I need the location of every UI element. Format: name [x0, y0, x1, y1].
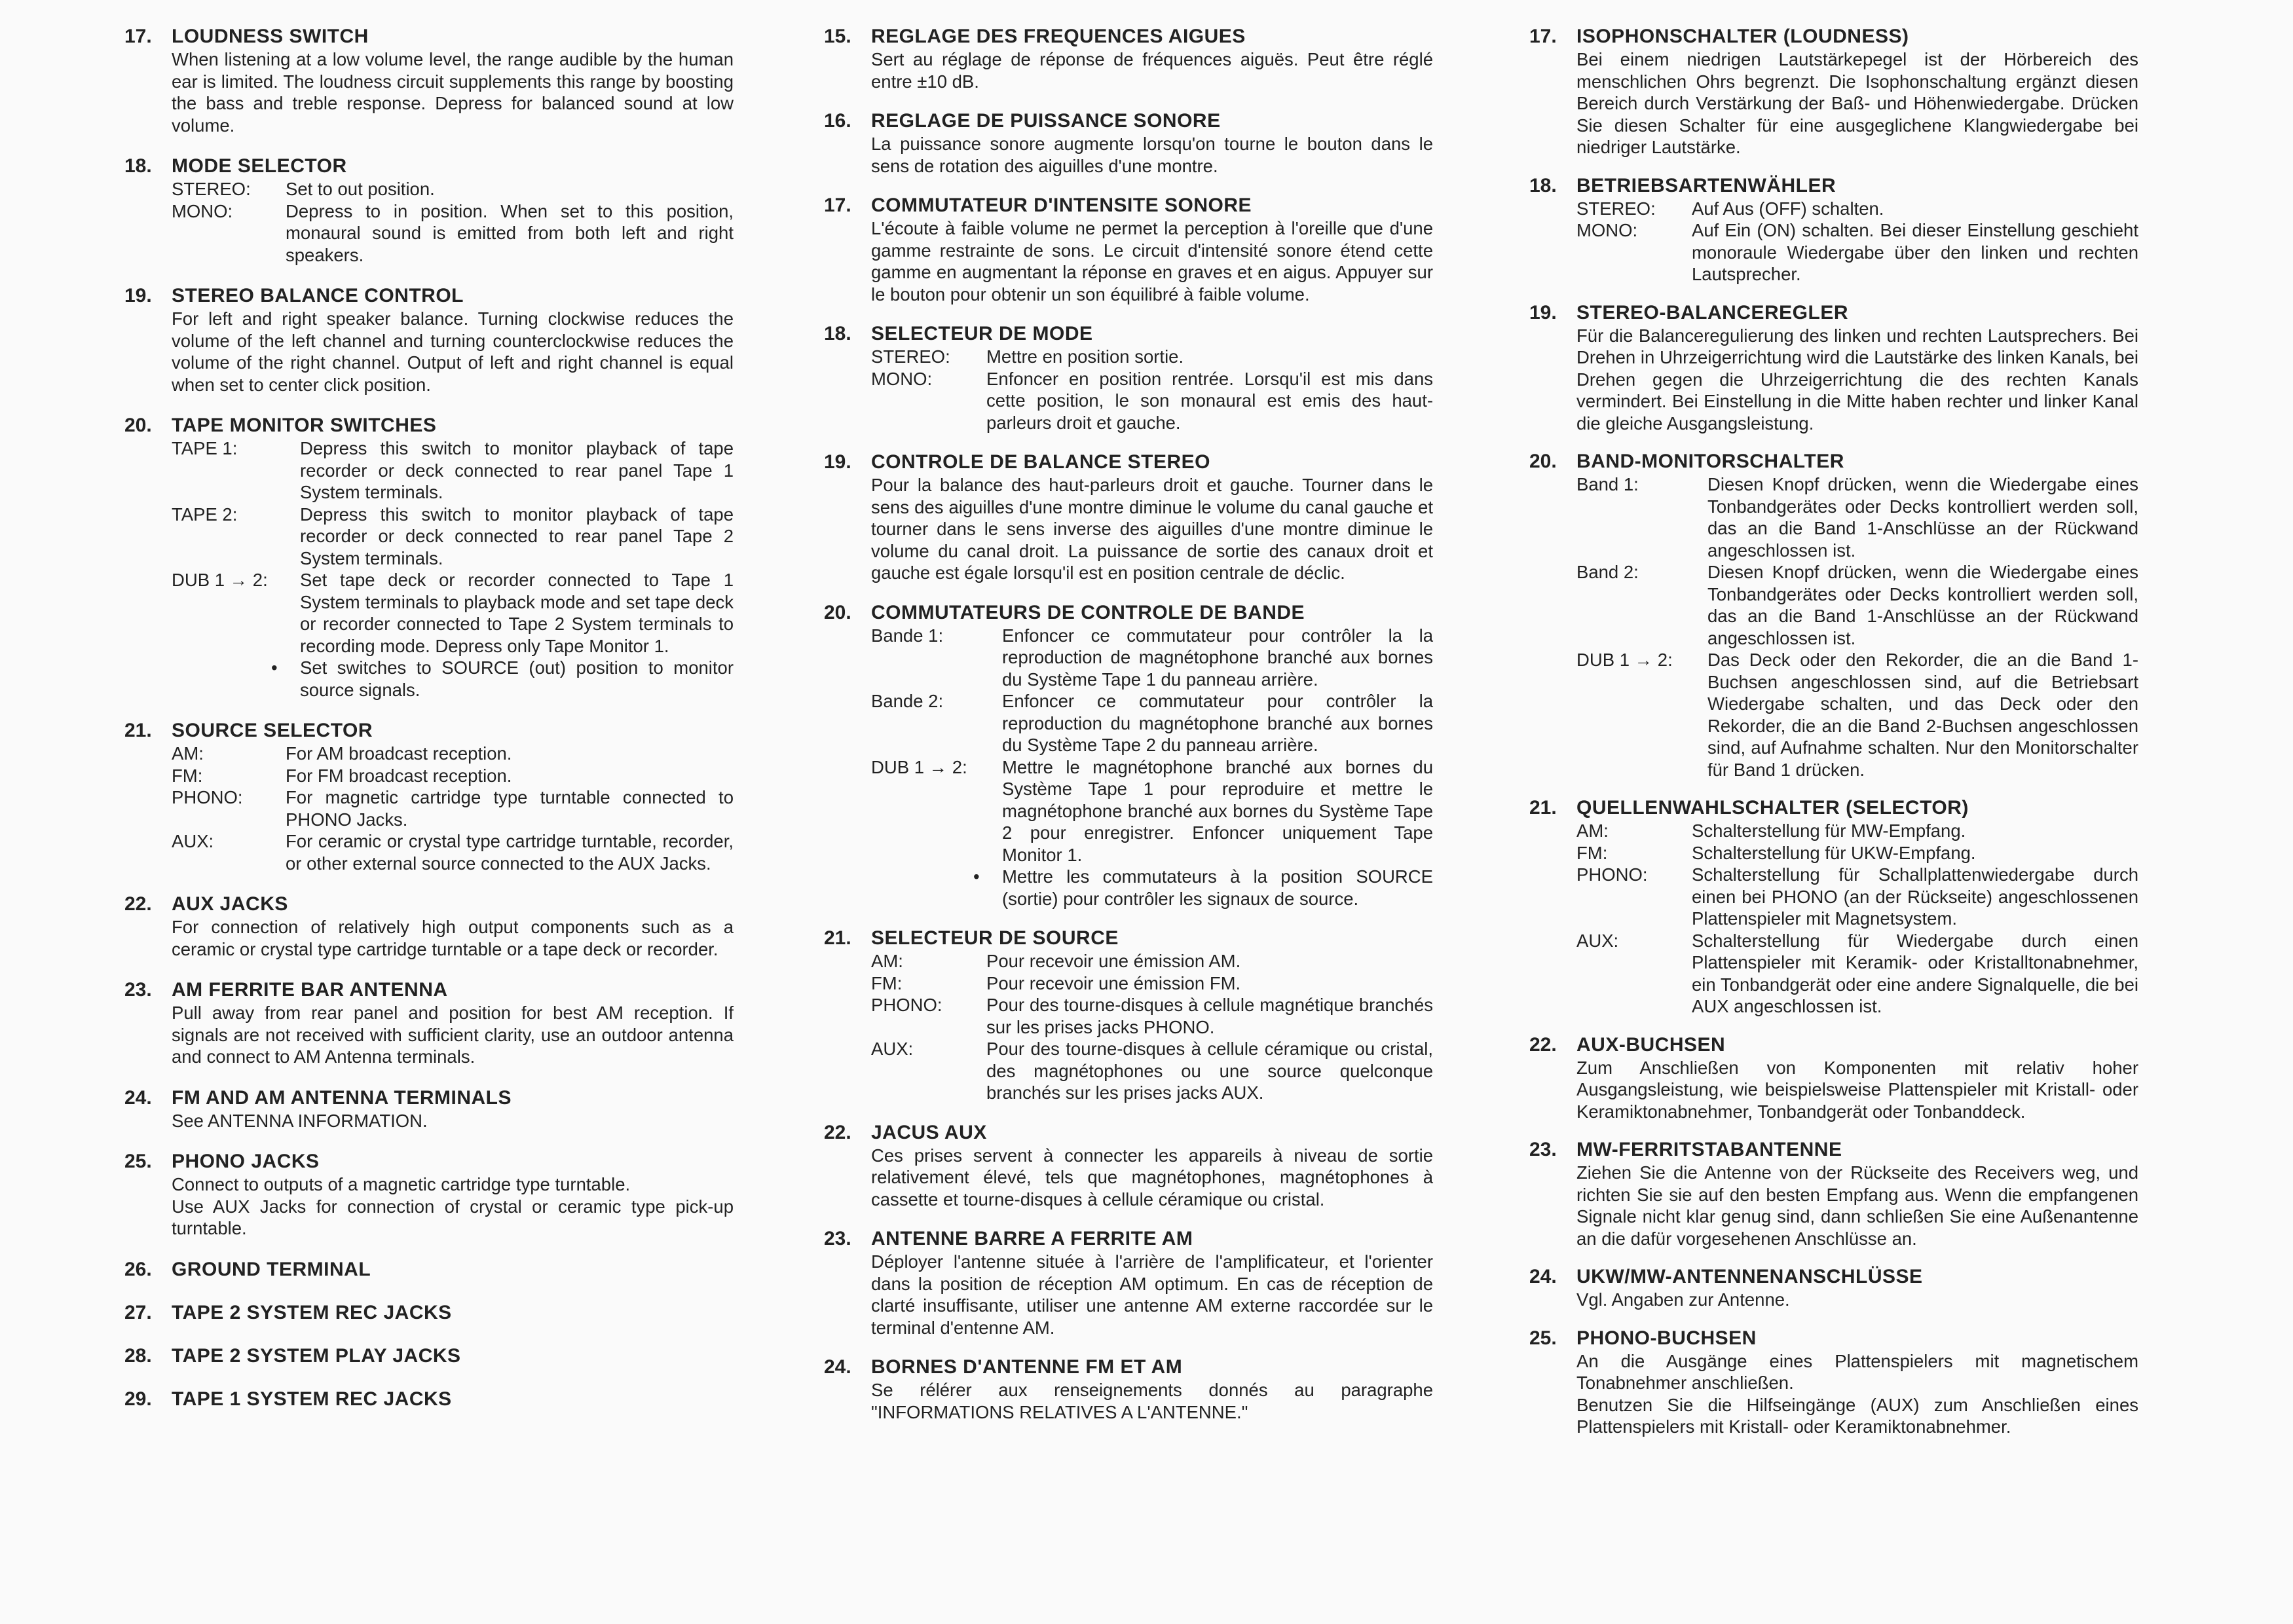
definition-row [172, 743, 734, 765]
definition-row [1576, 473, 2138, 561]
section-title: TAPE 2 SYSTEM PLAY JACKS [172, 1344, 461, 1367]
section-quellenwahlschalter [1529, 796, 2138, 1018]
section-body: Pull away from rear panel and position for best AM reception. If signals are not received with sufficient clarity, use an outdoor antenna and connect to AM Antenna terminals. [172, 1003, 734, 1067]
section-loudness-switch [124, 25, 734, 136]
definition-desc: Diesen Knopf drücken, wenn die Wiedergabe eines Tonbandgerätes oder Decks kontrolliert werden soll, das an die Band 1-Anschlüsse an der Rückwand angeschlossen ist. [1707, 474, 2138, 561]
definition-term: Band 2: [1576, 562, 1639, 582]
section-tape-monitor-switches [124, 414, 734, 701]
definition-row [871, 994, 1433, 1038]
section-fm-am-antenna-terminals [124, 1086, 734, 1132]
section-source-selector [124, 719, 734, 874]
section-body: For connection of relatively high output components such as a ceramic or crystal type cartridge turntable or a tape deck or recorder. [172, 917, 734, 959]
section-title: MW-FERRITSTABANTENNE [1576, 1139, 1842, 1160]
definition-desc: For ceramic or crystal type cartridge turntable, recorder, or other external source connected to the AUX Jacks. [286, 831, 734, 874]
section-title: BAND-MONITORSCHALTER [1576, 451, 1844, 472]
definition-row [871, 950, 1433, 972]
section-title: STEREO-BALANCEREGLER [1576, 301, 1849, 323]
section-number: 17. [124, 26, 152, 47]
section-reglage-puissance [824, 109, 1433, 177]
definition-row [1576, 561, 2138, 649]
definition-row [172, 178, 734, 200]
section-title: PHONO JACKS [172, 1151, 320, 1172]
section-title: REGLAGE DE PUISSANCE SONORE [871, 110, 1221, 132]
section-number: 24. [1529, 1266, 1557, 1287]
section-title: TAPE MONITOR SWITCHES [172, 415, 437, 436]
section-controle-bande [824, 601, 1433, 910]
column-french [824, 25, 1433, 1423]
section-title: COMMUTATEUR D'INTENSITE SONORE [871, 194, 1252, 216]
definition-term: MONO: [871, 368, 933, 389]
section-aux-buchsen [1529, 1033, 2138, 1123]
section-title: AUX JACKS [172, 893, 288, 915]
section-title: ANTENNE BARRE A FERRITE AM [871, 1228, 1193, 1249]
definition-term: FM: [172, 765, 203, 786]
definition-desc: Auf Ein (ON) schalten. Bei dieser Einstellung geschieht monoraule Wiedergabe über den linken und rechten Lautsprecher. [1692, 220, 2138, 284]
section-body-extra: Use AUX Jacks for connection of crystal or ceramic type pick-up turntable. [172, 1196, 734, 1238]
section-body: Déployer l'antenne située à l'arrière de l'amplificateur, et l'orienter dans la position de réception AM optimum. En cas de réception de clarté insuffisante, utiliser une antenne AM externe raccordée sur le terminal d'entenne AM. [871, 1251, 1433, 1338]
definition-desc: Pour recevoir une émission FM. [986, 972, 1241, 993]
definition-desc: Das Deck oder den Rekorder, die an die Band 1-Buchsen angeschlossen sind, auf die Betriebsart Wiedergabe schalten, und das Deck oder den Rekorder, die an die Band 2-Buchsen angeschlossen sind, auf Aufnahme schalten. Nur den Monitorschalter für Band 1 drücken. [1707, 650, 2138, 780]
column-german [1529, 25, 2138, 1438]
definition-term: FM: [871, 972, 903, 993]
definition-term: DUB 1 → 2: [1576, 650, 1673, 670]
definition-row [172, 786, 734, 830]
definition-desc: Mettre en position sortie. [986, 346, 1184, 367]
section-body-extra: Benutzen Sie die Hilfseingänge (AUX) zum Anschließen eines Plattenspielers mit Kristall- oder Keramiktonabnehmer. [1576, 1394, 2138, 1437]
definition-desc: Depress this switch to monitor playback of tape recorder or deck connected to rear panel Tape 2 System terminals. [300, 504, 734, 568]
section-body: L'écoute à faible volume ne permet la perception à l'oreille que d'une gamme restrainte de sons. Le circuit d'intensité sonore étend cette gamme en augmentant la réponse en graves et en aigus. Appuyer sur le bouton pour obtenir un son équilibré à faible volume. [871, 218, 1433, 304]
definition-term: AUX: [871, 1039, 914, 1059]
definition-term: DUB 1 → 2: [172, 570, 268, 590]
section-stereo-balance-control [124, 284, 734, 396]
section-number: 18. [1529, 174, 1557, 196]
section-bornes-antenne [824, 1356, 1433, 1423]
definition-term: Band 1: [1576, 474, 1639, 494]
section-title: SOURCE SELECTOR [172, 720, 373, 741]
section-number: 23. [824, 1228, 851, 1249]
definition-term: AUX: [172, 831, 214, 851]
section-number: 20. [124, 415, 152, 436]
definition-desc: Mettre le magnétophone branché aux bornes du Système Tape 1 pour reproduire et mettre le magnétophone branché aux bornes du Système Tape 2 pour enregistrer. Enfoncer uniquement Tape Monitor 1. [1002, 756, 1433, 865]
section-body: When listening at a low volume level, the range audible by the human ear is limited. The loudness circuit supplements this range by boosting the bass and treble response. Depress for balanced sound at low volume. [172, 49, 734, 136]
section-body: Sert au réglage de réponse de fréquences aiguës. Peut être réglé entre ±10 dB. [871, 49, 1433, 92]
definition-row [871, 690, 1433, 756]
section-title: COMMUTATEURS DE CONTROLE DE BANDE [871, 601, 1305, 623]
section-number: 19. [124, 285, 152, 306]
definition-term: FM: [1576, 842, 1608, 863]
section-number: 18. [124, 155, 152, 177]
section-number: 25. [1529, 1327, 1557, 1349]
section-body: See ANTENNA INFORMATION. [172, 1110, 428, 1131]
section-phono-buchsen [1529, 1327, 2138, 1438]
section-tape2-rec-jacks [124, 1301, 734, 1325]
section-body: Connect to outputs of a magnetic cartridge type turntable. [172, 1174, 631, 1194]
definition-row [871, 346, 1433, 368]
definition-desc: Depress this switch to monitor playback of tape recorder or deck connected to rear panel Tape 1 System terminals. [300, 438, 734, 502]
section-intensite-sonore [824, 194, 1433, 305]
section-isophonschalter [1529, 25, 2138, 158]
definition-row [172, 765, 734, 787]
definition-term: DUB 1 → 2: [871, 756, 967, 777]
definition-row [1576, 219, 2138, 286]
section-tape2-play-jacks [124, 1344, 734, 1368]
definition-desc: For AM broadcast reception. [286, 743, 512, 764]
section-number: 23. [1529, 1139, 1557, 1160]
definition-desc: Schalterstellung für MW-Empfang. [1692, 821, 1966, 841]
definition-desc: For magnetic cartridge type turntable connected to PHONO Jacks. [286, 787, 734, 830]
definition-desc: For FM broadcast reception. [286, 765, 512, 786]
section-aux-jacks [124, 893, 734, 960]
section-title: REGLAGE DES FREQUENCES AIGUES [871, 26, 1246, 47]
definition-term: MONO: [1576, 220, 1638, 240]
section-selecteur-mode [824, 322, 1433, 434]
section-phono-jacks [124, 1150, 734, 1240]
definition-term: PHONO: [871, 995, 942, 1015]
definition-desc: Depress to in position. When set to this position, monaural sound is emitted from both left and right speakers. [286, 200, 734, 265]
definition-desc: Pour des tourne-disques à cellule magnétique branchés sur les prises jacks PHONO. [986, 995, 1433, 1037]
section-body: Vgl. Angaben zur Antenne. [1576, 1289, 1790, 1310]
section-number: 19. [824, 451, 851, 473]
definition-row [172, 830, 734, 874]
section-title: STEREO BALANCE CONTROL [172, 285, 464, 306]
definition-desc: Set tape deck or recorder connected to Tape 1 System terminals to playback mode and set tape deck or recorder connected to Tape 2 System terminals to recording mode. Depress only Tape Monitor 1. [300, 570, 734, 656]
section-number: 24. [124, 1086, 152, 1109]
section-am-ferrite-bar-antenna [124, 978, 734, 1068]
section-title: QUELLENWAHLSCHALTER (SELECTOR) [1576, 797, 1969, 819]
definition-term: STEREO: [1576, 198, 1656, 219]
section-number: 21. [124, 720, 152, 741]
definition-row [871, 756, 1433, 866]
definition-desc: Schalterstellung für Schallplattenwiedergabe durch einen bei PHONO (an der Rückseite) angeschlossenen Plattenspieler mit Magnetsystem. [1692, 864, 2138, 929]
definition-row [871, 625, 1433, 691]
section-number: 22. [1529, 1033, 1557, 1056]
definition-desc: Enfoncer en position rentrée. Lorsqu'il est mis dans cette position, le son monaural est emis des haut-parleurs droit et gauche. [986, 368, 1433, 433]
section-title: AUX-BUCHSEN [1576, 1033, 1726, 1056]
definition-term: AM: [1576, 821, 1609, 841]
section-title: SELECTEUR DE SOURCE [871, 927, 1119, 949]
section-body: An die Ausgänge eines Plattenspielers mit magnetischem Tonabnehmer anschließen. [1576, 1350, 2138, 1393]
definition-row [172, 569, 734, 657]
section-number: 28. [124, 1344, 152, 1367]
definition-row [871, 368, 1433, 434]
section-body: La puissance sonore augmente lorsqu'on tourne le bouton dans le sens de rotation des aiguilles d'une montre. [871, 134, 1433, 176]
definition-term: STEREO: [172, 179, 251, 199]
section-number: 17. [824, 194, 851, 216]
section-title: PHONO-BUCHSEN [1576, 1327, 1757, 1349]
definition-row [1576, 842, 2138, 864]
section-number: 27. [124, 1301, 152, 1323]
definition-row [172, 504, 734, 570]
section-band-monitorschalter [1529, 450, 2138, 781]
section-number: 16. [824, 110, 851, 132]
definition-term: AM: [871, 951, 903, 971]
definition-term: STEREO: [871, 346, 950, 367]
section-antennenanschluesse [1529, 1265, 2138, 1311]
definition-row [172, 437, 734, 504]
definition-term: Bande 2: [871, 691, 944, 711]
section-balanceregler [1529, 301, 2138, 435]
section-antenne-ferrite [824, 1227, 1433, 1338]
column-english [124, 25, 734, 1411]
section-number: 21. [824, 927, 851, 949]
section-title: GROUND TERMINAL [172, 1258, 371, 1280]
definition-row [172, 200, 734, 267]
section-number: 20. [1529, 451, 1557, 472]
definition-row [1576, 198, 2138, 220]
section-body: Ces prises servent à connecter les appareils à niveau de sortie relativement élevé, tels que magnétophones, magnétophones à cassette et tourne-disques à cellule céramique ou cristal. [871, 1145, 1433, 1209]
definition-desc: Schalterstellung für UKW-Empfang. [1692, 842, 1976, 863]
section-title: FM AND AM ANTENNA TERMINALS [172, 1086, 512, 1109]
section-title: AM FERRITE BAR ANTENNA [172, 979, 448, 1001]
section-jacus-aux [824, 1121, 1433, 1211]
definition-row [1576, 930, 2138, 1018]
definition-row [1576, 820, 2138, 842]
definition-row [1576, 864, 2138, 930]
section-title: SELECTEUR DE MODE [871, 323, 1093, 344]
bullet-note: • Mettre les commutateurs à la position SOURCE (sortie) pour contrôler les signaux de source. [973, 866, 1433, 910]
definition-desc: Auf Aus (OFF) schalten. [1692, 198, 1884, 219]
section-number: 20. [824, 601, 851, 623]
section-selecteur-source [824, 927, 1433, 1104]
section-number: 25. [124, 1151, 152, 1172]
definition-desc: Diesen Knopf drücken, wenn die Wiedergabe eines Tonbandgerätes oder Decks kontrolliert werden soll, das an die Band 1-Anschlüsse an der Rückwand angeschlossen ist. [1707, 562, 2138, 648]
section-title: BETRIEBSARTENWÄHLER [1576, 174, 1836, 196]
section-body: Für die Balanceregulierung des linken und rechten Lautsprechers. Bei Drehen in Uhrzeigerrichtung wird die Lautstärke des linken Kanals, bei Drehen gegen die Uhrzeigerrichtung die des rechten Kanals vermindert. Bei Einstellung in die Mitte haben rechter und linker Kanal die gleiche Ausgangsleistung. [1576, 325, 2138, 434]
section-number: 15. [824, 26, 851, 47]
section-title: UKW/MW-ANTENNENANSCHLÜSSE [1576, 1266, 1923, 1287]
section-mw-ferritstabantenne [1529, 1138, 2138, 1249]
section-number: 23. [124, 979, 152, 1001]
section-ground-terminal [124, 1258, 734, 1282]
definition-desc: Pour des tourne-disques à cellule céramique ou cristal, des magnétophones ou une source quelconque branchés sur les prises jacks AUX. [986, 1039, 1433, 1103]
section-body: Pour la balance des haut-parleurs droit et gauche. Tourner dans le sens des aiguilles d'une montre diminue le volume du canal gauche et tourner dans le sens inverse des aiguilles d'une montre diminue le volume du canal droit. La puissance de sortie des canaux droit et gauche est égale lorsqu'il est en position centrale de déclic. [871, 475, 1433, 583]
definition-row [1576, 649, 2138, 781]
section-title: TAPE 2 SYSTEM REC JACKS [172, 1301, 452, 1323]
section-body: Se rélérer aux renseignements donnés au paragraphe "INFORMATIONS RELATIVES A L'ANTENNE." [871, 1380, 1433, 1422]
section-title: MODE SELECTOR [172, 155, 347, 177]
section-betriebsartenwaehler [1529, 174, 2138, 286]
section-number: 22. [124, 893, 152, 915]
section-number: 19. [1529, 301, 1557, 323]
definition-row [871, 1038, 1433, 1104]
section-title: LOUDNESS SWITCH [172, 26, 369, 47]
section-body: Ziehen Sie die Antenne von der Rückseite des Receivers weg, und richten Sie sie auf den besten Empfang aus. Wenn die empfangenen Signale nicht klar genug sind, dann schließen Sie eine Außenantenne an die dafür vorgesehenen Anschlüsse an. [1576, 1162, 2138, 1249]
section-number: 29. [124, 1388, 152, 1410]
section-number: 21. [1529, 797, 1557, 819]
definition-desc: Enfoncer ce commutateur pour contrôler la reproduction du magnétophone branché aux bornes du Système Tape 2 du panneau arrière. [1002, 691, 1433, 755]
section-title: ISOPHONSCHALTER (LOUDNESS) [1576, 26, 1909, 47]
definition-term: TAPE 2: [172, 504, 238, 525]
section-balance-stereo [824, 451, 1433, 584]
definition-term: AUX: [1576, 930, 1619, 951]
definition-desc: Set to out position. [286, 179, 435, 199]
definition-desc: Schalterstellung für Wiedergabe durch einen Plattenspieler mit Keramik- oder Kristalltonabnehmer, ein Tonbandgerät oder eine andere Signalquelle, die bei AUX angeschlossen ist. [1692, 930, 2138, 1016]
section-number: 24. [824, 1356, 851, 1378]
section-title: JACUS AUX [871, 1121, 987, 1143]
section-body: Zum Anschließen von Komponenten mit relativ hoher Ausgangsleistung, wie beispielsweise Plattenspieler mit Kristall- oder Keramiktonabnehmer, Tonbandgerät oder Tonbanddeck. [1576, 1057, 2138, 1122]
section-title: BORNES D'ANTENNE FM ET AM [871, 1356, 1183, 1378]
section-number: 22. [824, 1121, 851, 1143]
definition-term: MONO: [172, 200, 233, 221]
definition-term: PHONO: [1576, 864, 1648, 885]
section-body: Bei einem niedrigen Lautstärkepegel ist der Hörbereich des menschlichen Ohrs begrenzt. Die Isophonschaltung ergänzt diesen Bereich durch Verstärkung der Baß- und Höhenwiedergabe. Drücken Sie diesen Schalter für eine ausgeglichene Klangwiedergabe bei niedriger Lautstärke. [1576, 49, 2138, 157]
definition-term: Bande 1: [871, 625, 944, 646]
definition-term: PHONO: [172, 787, 243, 807]
definition-row [871, 972, 1433, 995]
section-title: TAPE 1 SYSTEM REC JACKS [172, 1388, 452, 1410]
section-mode-selector [124, 155, 734, 266]
section-tape1-rec-jacks [124, 1388, 734, 1411]
section-reglage-aigues [824, 25, 1433, 92]
definition-term: TAPE 1: [172, 438, 238, 458]
section-number: 17. [1529, 26, 1557, 47]
bullet-note: • Set switches to SOURCE (out) position to monitor source signals. [271, 657, 734, 701]
definition-term: AM: [172, 743, 204, 764]
definition-desc: Pour recevoir une émission AM. [986, 951, 1241, 971]
section-body: For left and right speaker balance. Turning clockwise reduces the volume of the left channel and turning counterclockwise reduces the volume of the right channel. Output of left and right channel is equal when set to center click position. [172, 308, 734, 395]
section-number: 26. [124, 1258, 152, 1280]
section-title: CONTROLE DE BALANCE STEREO [871, 451, 1211, 473]
definition-desc: Enfoncer ce commutateur pour contrôler la la reproduction de magnétophone branché aux bornes du Système Tape 1 du panneau arrière. [1002, 625, 1433, 690]
section-number: 18. [824, 323, 851, 344]
